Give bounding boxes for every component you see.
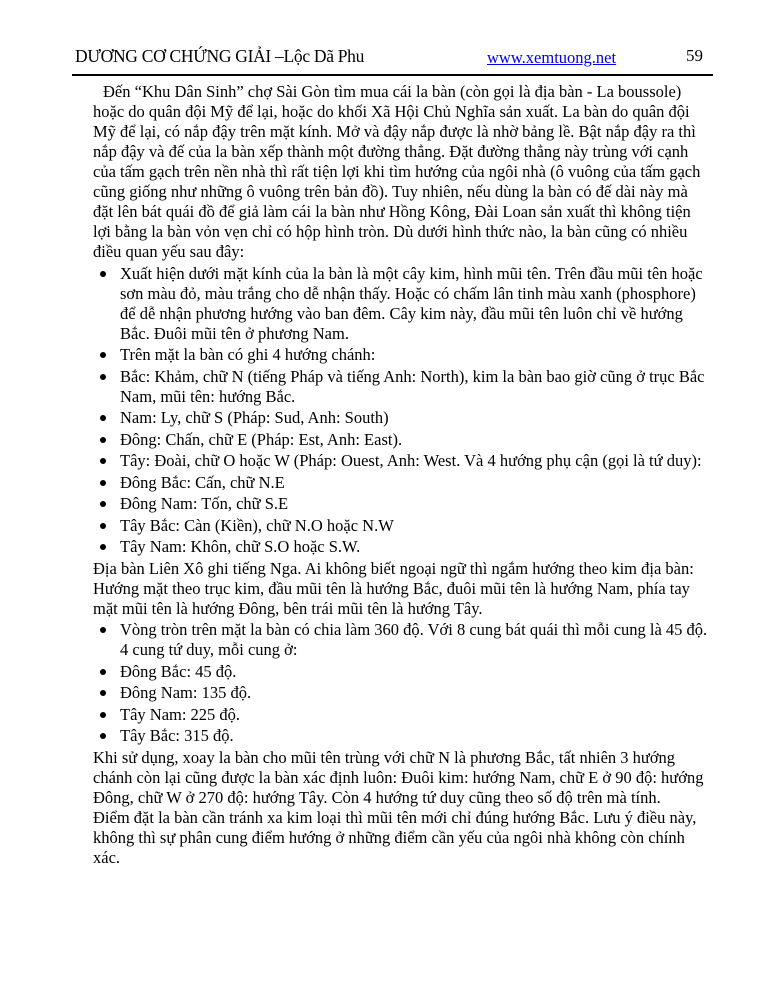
page-number: 59 [686, 46, 703, 65]
bullet-icon [100, 480, 106, 486]
list-item-southeast [93, 494, 711, 514]
list-item-text: Đông Bắc: Cấn, chữ N.E [120, 472, 285, 492]
paragraph-metal-warning: Điểm đặt la bàn cần tránh xa kim loại thì mũi tên mới chỉ đúng hướng Bắc. Lưu ý điều này, không thì sự phân cung điểm hướng ở những điểm cần yếu của ngôi nhà không còn chính xác. [93, 807, 697, 867]
bullet-icon [100, 374, 106, 380]
list-item-text: Đông Nam: Tốn, chữ S.E [120, 494, 289, 513]
bullet-icon [100, 627, 106, 633]
list-item-text: Tây Nam: 225 độ. [120, 704, 241, 724]
list-item-text: Xuất hiện dưới mặt kính của la bàn là một cây kim, hình mũi tên. Trên đầu mũi tên hoặc sơn màu đỏ, màu trắng cho dễ nhận thấy. Hoặc có chấm lân tinh màu xanh (phosphore) để dễ nhận phương hướng vào ban đêm. Cây kim này, đầu mũi tên luôn chỉ về hướng Bắc. Đuôi mũi tên ở phương Nam. [120, 263, 703, 343]
list-item-south [93, 408, 711, 428]
document-title: DƯƠNG CƠ CHỨNG GIẢI –Lộc Dã Phu [75, 46, 365, 66]
list-item-northeast [93, 473, 711, 493]
list-item-text: Đông: Chấn, chữ E (Pháp: Est, Anh: East). [120, 429, 403, 449]
list-item-text: Tây: Đoài, chữ O hoặc W (Pháp: Ouest, Anh: West. Và 4 hướng phụ cận (gọi là tứ duy): [120, 451, 702, 470]
paragraph-intro: Đến “Khu Dân Sinh” chợ Sài Gòn tìm mua cái la bàn (còn gọi là địa bàn - La boussole) hoặc do quân đội Mỹ để lại, hoặc do khối Xã Hội Chủ Nghĩa sản xuất. La bàn do quân đội Mỹ để lại, có nắp đậy trên mặt kính. Mở và đậy nắp được là nhờ bảng lề. Bật nắp đậy ra thì nắp đậy và đế của la bàn xếp thành một đường thẳng. Đặt đường thẳng này trùng với cạnh của tấm gạch trên nền nhà thì rất tiện lợi khi tìm hướng của ngôi nhà (ô vuông của tấm gạch cũng giống như những ô vuông trên bản đồ). Tuy nhiên, nếu dùng la bàn có đế dài này mà đặt lên bát quái đồ để giả làm cái la bàn như Hồng Kông, Đài Loan sản xuất thì không tiện lợi bằng la bàn vỏn vẹn chỉ có hộp hình tròn. Dù dưới hình thức nào, la bàn cũng có nhiều điều quan yếu sau đây: [93, 82, 701, 261]
bullet-icon [100, 669, 106, 675]
list-item-text: Tây Nam: Khôn, chữ S.O hoặc S.W. [120, 537, 361, 556]
bullet-icon [100, 415, 106, 421]
bullet-icon [100, 271, 106, 277]
list-item-west [93, 451, 711, 471]
list-item-text: Đông Nam: 135 độ. [120, 683, 252, 702]
website-link[interactable]: www.xemtuong.net [487, 48, 617, 67]
list-item-northwest [93, 516, 711, 536]
bullet-icon [100, 690, 106, 696]
list-item-text: Tây Bắc: Càn (Kiền), chữ N.O hoặc N.W [120, 515, 394, 535]
list-item-360-degrees [93, 620, 711, 660]
list-item-text: Tây Bắc: 315 độ. [120, 726, 234, 745]
list-item-text: Nam: Ly, chữ S (Pháp: Sud, Anh: South) [120, 408, 389, 427]
paragraph-soviet-compass: Địa bàn Liên Xô ghi tiếng Nga. Ai không biết ngoại ngữ thì ngắm hướng theo kim địa bàn: Hướng mặt theo trục kim, đầu mũi tên là hướng Bắc, đuôi mũi tên là hướng Nam, phía tay mặt mũi tên là hướng Đông, bên trái mũi tên là hướng Tây. [93, 558, 694, 618]
list-item-needle [93, 264, 711, 344]
list-item-north [93, 367, 711, 407]
list-item-four-directions [93, 345, 711, 365]
bullet-icon [100, 712, 106, 718]
bullet-icon [100, 458, 106, 464]
list-item-southwest [93, 537, 711, 557]
list-item-ne-45 [93, 662, 711, 682]
list-item-nw-315 [93, 726, 711, 746]
bullet-icon [100, 523, 106, 529]
list-item-sw-225 [93, 705, 711, 725]
header-divider [72, 74, 713, 76]
document-body [93, 82, 711, 868]
paragraph-usage: Khi sử dụng, xoay la bàn cho mũi tên trùng với chữ N là phương Bắc, tất nhiên 3 hướng chánh còn lại cũng được la bàn xác định luôn: Đuôi kim: hướng Nam, chữ E ở 90 độ: hướng Đông, chữ W ở 270 độ: hướng Tây. Còn 4 hướng tứ duy cũng theo số độ trên mà tính. [93, 747, 704, 807]
bullet-icon [100, 352, 106, 358]
bullet-icon [100, 733, 106, 739]
list-item-se-135 [93, 683, 711, 703]
bullet-icon [100, 437, 106, 443]
list-item-text: Đông Bắc: 45 độ. [120, 661, 237, 681]
list-item-text: Vòng tròn trên mặt la bàn có chia làm 360 độ. Với 8 cung bát quái thì mỗi cung là 45 độ. 4 cung tứ duy, mỗi cung ở: [120, 620, 708, 659]
list-item-text: Bắc: Khảm, chữ N (tiếng Pháp và tiếng Anh: North), kim la bàn bao giờ cũng ở trục Bắc Nam, mũi tên: hướng Bắc. [120, 366, 705, 406]
list-item-east [93, 430, 711, 450]
list-item-text: Trên mặt la bàn có ghi 4 hướng chánh: [120, 345, 376, 364]
bullet-icon [100, 544, 106, 550]
bullet-icon [100, 501, 106, 507]
